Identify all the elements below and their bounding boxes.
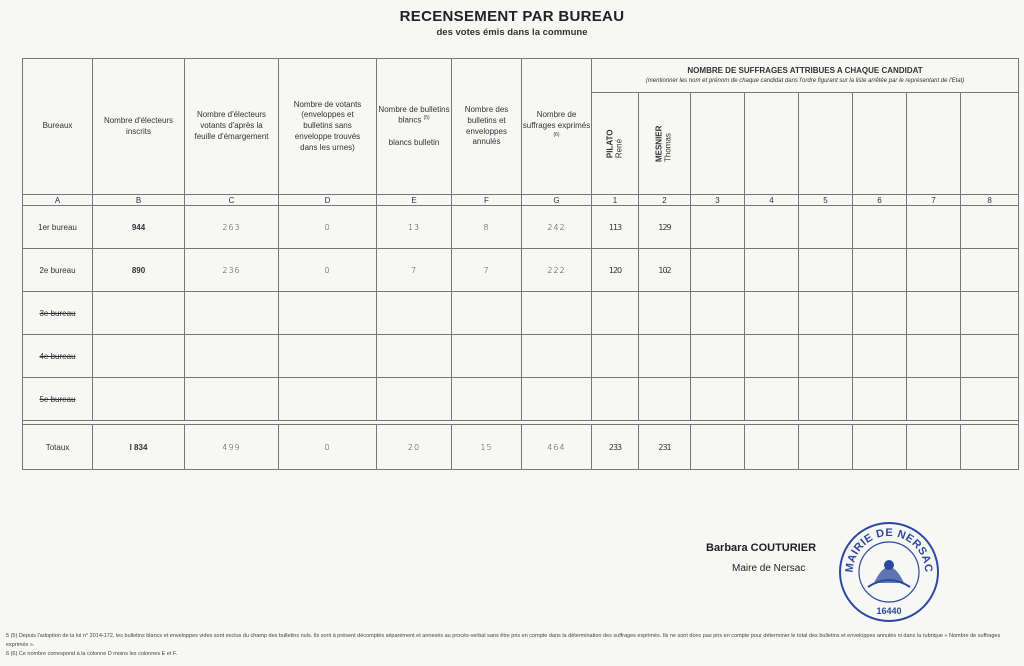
column-letter: F	[452, 195, 522, 206]
mairie-stamp	[838, 521, 940, 623]
column-letter: 2	[639, 195, 691, 206]
candidate-2-votes: 129	[639, 206, 691, 249]
exprimes-value: 222	[522, 249, 592, 292]
table-row	[23, 335, 1019, 378]
nuls-value: 7	[452, 249, 522, 292]
bureau-label: 1er bureau	[23, 206, 93, 249]
bureau-label: 2e bureau	[23, 249, 93, 292]
column-letter: 7	[907, 195, 961, 206]
bureau-label: 5e bureau	[23, 378, 93, 421]
nuls-value: 8	[452, 206, 522, 249]
totals-inscrits: I 834	[93, 425, 185, 470]
urnes-value: 0	[279, 249, 377, 292]
candidate-7-name	[907, 93, 961, 195]
column-letter: E	[377, 195, 452, 206]
inscrits-value: 890	[93, 249, 185, 292]
column-letter: 4	[745, 195, 799, 206]
votants-value: 263	[185, 206, 279, 249]
header-candidats: NOMBRE DE SUFFRAGES ATTRIBUES A CHAQUE CANDIDAT (mentionner les nom et prénom de chaque candidat dans l'ordre figurant sur la liste arrêtée par le représentant de l'Etat)	[592, 59, 1019, 93]
candidate-4-name	[745, 93, 799, 195]
candidate-1-votes: 113	[592, 206, 639, 249]
header-nuls: Nombre des bulletins et enveloppes annulés	[452, 59, 522, 195]
totals-candidate-2: 231	[639, 425, 691, 470]
totals-blancs: 20	[377, 425, 452, 470]
totals-label: Totaux	[23, 425, 93, 470]
totals-row	[23, 425, 1019, 470]
signatory-role: Maire de Nersac	[732, 563, 806, 574]
header-exprimes: Nombre de suffrages exprimés $^{(6)}$	[522, 59, 592, 195]
header-inscrits: Nombre d'électeurs inscrits	[93, 59, 185, 195]
column-letter: 8	[961, 195, 1019, 206]
table-row	[23, 206, 1019, 249]
footnote-6: 6 (6) Ce nombre correspond à la colonne D moins les colonnes E et F.	[6, 650, 178, 657]
header-bureaux: Bureaux	[23, 59, 93, 195]
header-blancs: Nombre de bulletins blancs $^{(5)}$ blancs bulletin	[377, 59, 452, 195]
page-subtitle: des votes émis dans la commune	[436, 27, 588, 38]
column-letter: B	[93, 195, 185, 206]
candidate-1-name: PILATO René	[592, 93, 639, 195]
page-title: RECENSEMENT PAR BUREAU	[399, 8, 625, 25]
candidate-3-name	[691, 93, 745, 195]
census-table	[22, 58, 1019, 470]
table-row	[23, 378, 1019, 421]
signatory-name: Barbara COUTURIER	[706, 542, 817, 554]
bureau-label: 3e bureau	[23, 292, 93, 335]
totals-votants: 499	[185, 425, 279, 470]
candidate-1-votes: 120	[592, 249, 639, 292]
candidate-2-votes: 102	[639, 249, 691, 292]
column-letters-row	[23, 195, 1019, 206]
header-votants-emargement: Nombre d'électeurs votants d'après la feuille d'émargement	[185, 59, 279, 195]
blancs-value: 13	[377, 206, 452, 249]
footnotes	[6, 632, 1018, 658]
table-row	[23, 249, 1019, 292]
totals-candidate-1: 233	[592, 425, 639, 470]
urnes-value: 0	[279, 206, 377, 249]
column-letter: C	[185, 195, 279, 206]
header-votants-urnes: Nombre de votants (enveloppes et bulletins sans enveloppe trouvés dans les urnes)	[279, 59, 377, 195]
totals-nuls: 15	[452, 425, 522, 470]
votants-value: 236	[185, 249, 279, 292]
column-letter: 6	[853, 195, 907, 206]
stamp-text: MAIRIE DE NERSAC	[843, 526, 935, 574]
blancs-value: 7	[377, 249, 452, 292]
candidate-6-name	[853, 93, 907, 195]
column-letter: A	[23, 195, 93, 206]
column-letter: D	[279, 195, 377, 206]
totals-urnes: 0	[279, 425, 377, 470]
column-letter: 1	[592, 195, 639, 206]
totals-exprimes: 464	[522, 425, 592, 470]
bureau-label: 4e bureau	[23, 335, 93, 378]
inscrits-value: 944	[93, 206, 185, 249]
candidate-5-name	[799, 93, 853, 195]
exprimes-value: 242	[522, 206, 592, 249]
stamp-postcode: 16440	[876, 606, 902, 616]
candidate-2-name: MESNIER Thomas	[639, 93, 691, 195]
column-letter: 3	[691, 195, 745, 206]
column-letter: 5	[799, 195, 853, 206]
footnote-5: 5 (5) Depuis l'adoption de la loi n° 2014-172, les bulletins blancs et enveloppes vides sont exclus du champ des bulletins nuls. Ils sont à présent décomptés séparément et annexés au procès-verbal sans être pris en compte dans la détermination des suffrages exprimés. Ils ne sont donc pas pris en compte pour déterminer le total des bulletins et enveloppes annulés ni dans la rubrique « Nombre de suffrages exprimés ».	[6, 633, 1001, 648]
candidate-8-name	[961, 93, 1019, 195]
table-row	[23, 292, 1019, 335]
column-letter: G	[522, 195, 592, 206]
